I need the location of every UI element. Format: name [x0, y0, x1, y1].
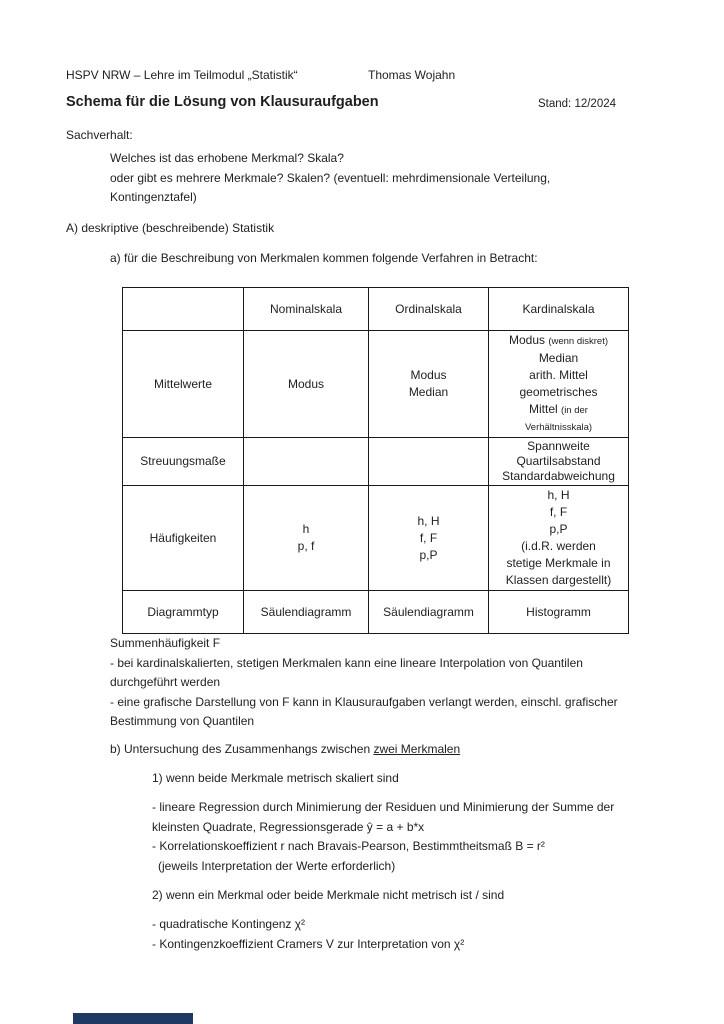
kontingenz-line: - quadratische Kontingenz χ²: [152, 917, 306, 931]
cell-haeufigkeiten-kardinal: [489, 486, 629, 591]
section-a-sub: a) für die Beschreibung von Merkmalen kommen folgende Verfahren in Betracht:: [110, 251, 538, 265]
summen-line: Summenhäufigkeit F: [110, 636, 221, 650]
title-date: Stand: 12/2024: [538, 98, 617, 110]
cell-streuung-ordinal: [369, 438, 489, 486]
cell-diagramm-nominal: Säulendiagramm: [244, 591, 369, 634]
regression-line: - Korrelationskoeffizient r nach Bravais-Pearson, Bestimmtheitsmaß B = r²: [152, 839, 545, 853]
cell-line: h, H: [547, 488, 570, 502]
section-b-heading-underlined: zwei Merkmalen: [373, 742, 461, 756]
cell-haeufigkeiten-nominal: [244, 486, 369, 591]
cell-line: Median: [538, 351, 579, 365]
cell-line: Median: [408, 385, 449, 399]
row-label-mittelwerte: Mittelwerte: [123, 331, 244, 438]
scale-methods-table: [122, 287, 629, 634]
cell-note: (in der: [561, 405, 588, 416]
table-header-row: [123, 288, 629, 331]
cell-line: f, F: [549, 505, 568, 519]
cell-line: (i.d.R. werden: [521, 539, 596, 553]
cell-line: h: [302, 522, 310, 536]
row-label-diagrammtyp: Diagrammtyp: [123, 591, 244, 634]
cell-text: Modus: [508, 333, 549, 347]
cell-line: Klassen dargestellt): [505, 573, 612, 587]
page-title: Schema für die Lösung von Klausuraufgaben: [66, 94, 379, 110]
cell-mittelwerte-nominal: Modus: [244, 331, 369, 438]
cell-note: (wenn diskret): [548, 336, 609, 347]
table-row-mittelwerte: [123, 331, 629, 438]
sachverhalt-text: [110, 149, 550, 208]
header-author: Thomas Wojahn: [368, 68, 456, 82]
cell-streuung-kardinal: [489, 438, 629, 486]
cell-line: h, H: [417, 513, 440, 528]
bottom-bar: [73, 1013, 193, 1024]
cell-line: Spannweite: [527, 439, 590, 453]
sachverhalt-line: Welches ist das erhobene Merkmal? Skala?: [110, 151, 344, 165]
regression-line: - lineare Regression durch Minimierung der Residuen und Minimierung der Summe der: [152, 800, 615, 814]
cell-note: Verhältnisskala): [524, 422, 593, 433]
row-label-streuungsmasse: Streuungsmaße: [123, 438, 244, 486]
regression-line: kleinsten Quadrate, Regressionsgerade ŷ = a + b*x: [152, 819, 425, 834]
row-label-haeufigkeiten: Häufigkeiten: [123, 486, 244, 591]
section-b-point1: 1) wenn beide Merkmale metrisch skaliert sind: [152, 771, 399, 785]
cell-line: [491, 332, 626, 350]
col-header-ordinal: Ordinalskala: [369, 288, 489, 331]
sachverhalt-label: Sachverhalt:: [66, 128, 133, 142]
kontingenz-line: - Kontingenzkoeffizient Cramers V zur Interpretation von χ²: [152, 936, 465, 951]
cell-text: Mittel: [529, 402, 562, 416]
cell-line: [491, 401, 626, 419]
summen-line: durchgeführt werden: [110, 675, 221, 689]
sachverhalt-line: Kontingenztafel): [110, 190, 197, 204]
cell-haeufigkeiten-ordinal: [369, 486, 489, 591]
cell-diagramm-ordinal: Säulendiagramm: [369, 591, 489, 634]
header-course: HSPV NRW – Lehre im Teilmodul „Statistik“: [66, 68, 298, 82]
col-header-nominal: Nominalskala: [244, 288, 369, 331]
section-b-heading-text: b) Untersuchung des Zusammenhangs zwischen: [110, 742, 374, 756]
cell-line: Standardabweichung: [502, 469, 615, 483]
cell-line: geometrisches: [519, 385, 598, 399]
table-row-streuungsmasse: [123, 438, 629, 486]
cell-streuung-nominal: [244, 438, 369, 486]
cell-line: Modus: [410, 368, 447, 382]
cell-line: p, f: [297, 539, 315, 553]
cell-line: p,P: [419, 547, 438, 562]
summen-line: Bestimmung von Quantilen: [110, 714, 255, 728]
summenhaeufigkeit-block: [110, 634, 618, 732]
cell-mittelwerte-ordinal: [369, 331, 489, 438]
summen-line: - eine grafische Darstellung von F kann in Klausuraufgaben verlangt werden, einschl. grafischer: [110, 694, 618, 709]
kontingenz-block: [152, 915, 464, 954]
regression-block: [152, 798, 614, 857]
table-row-diagrammtyp: [123, 591, 629, 634]
cell-line: p,P: [549, 522, 568, 536]
table-corner-cell: [123, 288, 244, 331]
table-row-haeufigkeiten: [123, 486, 629, 591]
summen-line: - bei kardinalskalierten, stetigen Merkmalen kann eine lineare Interpolation von Quantilen: [110, 655, 583, 670]
col-header-kardinal: Kardinalskala: [489, 288, 629, 331]
cell-line: stetige Merkmale in: [506, 556, 611, 570]
cell-mittelwerte-kardinal: [489, 331, 629, 438]
section-b-point2: 2) wenn ein Merkmal oder beide Merkmale nicht metrisch ist / sind: [152, 888, 505, 902]
cell-diagramm-kardinal: Histogramm: [489, 591, 629, 634]
cell-line: f, F: [419, 530, 438, 545]
interpretation-note: (jeweils Interpretation der Werte erforderlich): [158, 859, 396, 873]
sachverhalt-line: oder gibt es mehrere Merkmale? Skalen? (eventuell: mehrdimensionale Verteilung,: [110, 170, 551, 185]
cell-line: Quartilsabstand: [516, 454, 601, 468]
cell-line: arith. Mittel: [529, 368, 588, 382]
section-a-heading: A) deskriptive (beschreibende) Statistik: [66, 221, 275, 235]
section-b-heading: [110, 740, 460, 760]
